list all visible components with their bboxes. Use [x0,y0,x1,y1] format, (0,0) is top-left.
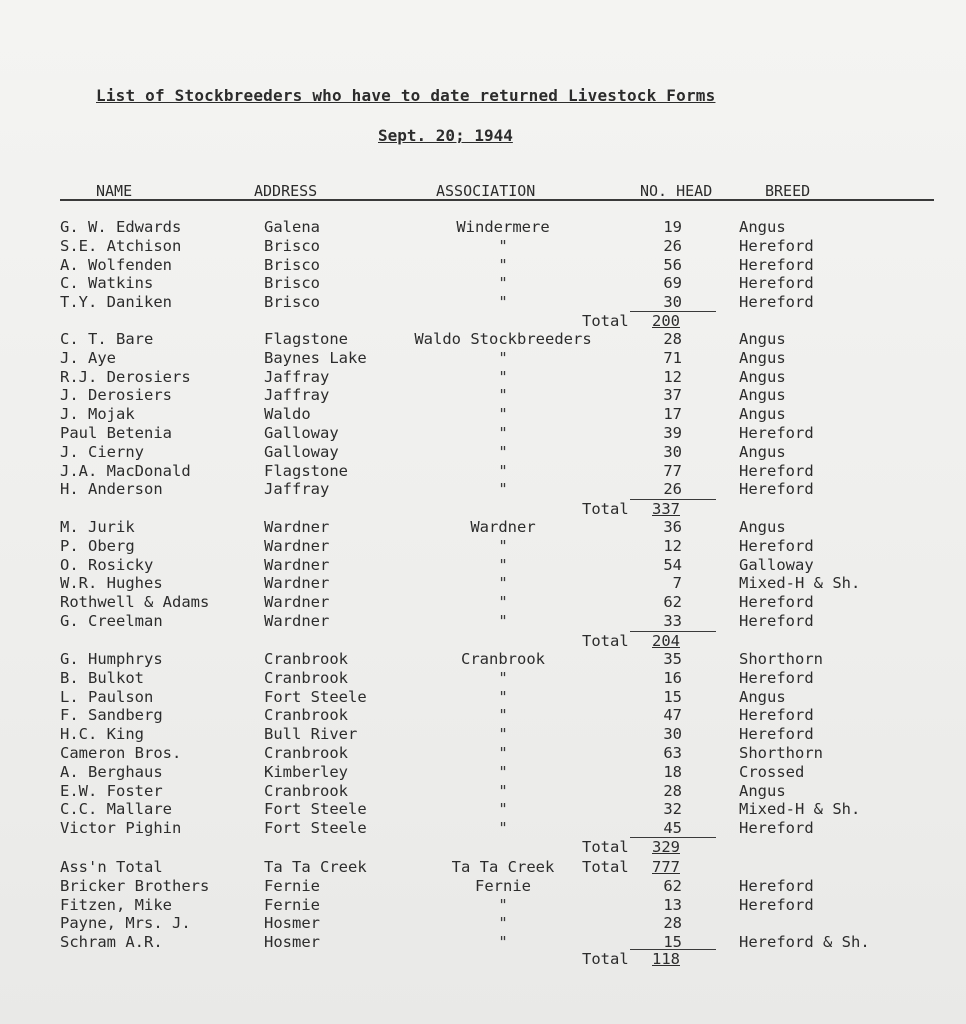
breeder-address: Galloway [264,442,339,461]
breeder-address: Cranbrook [264,668,348,687]
breed: Angus [739,405,786,424]
table-row [0,725,966,744]
table-row [0,218,966,237]
breed: Hereford [739,706,814,725]
breeder-address: Bull River [264,725,358,744]
head-count: 26 [663,480,682,499]
head-count: 17 [663,405,682,424]
head-count: 26 [663,236,682,255]
group-total-value: 337 [652,500,680,518]
head-count: 7 [672,574,682,593]
table-row [0,650,966,669]
breeder-address: Fernie [264,876,320,895]
table-row [0,405,966,424]
document-date: Sept. 20; 1944 [378,126,513,145]
breeder-association: " [498,293,508,312]
breeder-association: Windermere [456,218,550,236]
breed: Hereford [739,293,814,312]
total-label: Total [582,950,629,968]
breeder-address: Brisco [264,293,320,312]
breeder-association: " [498,555,508,574]
table-row [0,368,966,387]
breeder-association: " [498,933,508,952]
breeder-association: " [498,593,508,612]
breeder-name: J. Derosiers [60,386,172,405]
breeder-address: Fort Steele [264,800,367,819]
group-total-value: 200 [652,312,680,330]
total-label: Total [582,312,629,330]
breed: Angus [739,518,786,536]
total-label: Total [582,838,629,856]
table-row [0,237,966,256]
breed: Angus [739,386,786,405]
group-total-row [0,838,966,857]
breeder-address: Flagstone [264,461,348,480]
head-count: 30 [663,725,682,744]
head-count: 71 [663,348,682,367]
breeder-name: W.R. Hughes [60,574,163,593]
breeder-address: Wardner [264,574,330,593]
breeder-association: " [498,405,508,424]
breeder-address: Cranbrook [264,706,348,725]
breeder-association: " [498,461,508,480]
breeder-name: H. Anderson [60,480,163,499]
breeder-address: Wardner [264,518,330,536]
breeder-association: " [498,348,508,367]
association-total-row [0,858,966,877]
header-rule [60,199,934,201]
header-head-count: NO. HEAD [640,182,713,200]
breeder-name: H.C. King [60,725,144,744]
table-row [0,386,966,405]
breeder-association: " [498,668,508,687]
breeder-association: " [498,914,508,933]
table-row [0,800,966,819]
breeder-address: Baynes Lake [264,348,367,367]
group-total-value: 329 [652,838,680,856]
breeder-association: " [498,536,508,555]
breed: Hereford [739,895,814,914]
breed: Angus [739,330,786,348]
breed: Hereford [739,236,814,255]
breed: Shorthorn [739,744,823,762]
breeder-name: A. Wolfenden [60,255,172,274]
breed: Mixed-H & Sh. [739,800,861,819]
table-row [0,480,966,499]
breeder-name: F. Sandberg [60,706,163,725]
breed: Hereford & Sh. [739,933,870,952]
group-total-row [0,950,966,969]
table-row [0,443,966,462]
head-count: 33 [663,612,682,630]
breeder-name: T.Y. Daniken [60,293,172,312]
head-count: 77 [663,461,682,480]
breeder-address: Hosmer [264,914,320,933]
breeder-name: Paul Betenia [60,424,172,442]
table-row [0,819,966,838]
breeder-association: Waldo Stockbreeders [414,330,592,348]
head-count: 35 [663,650,682,668]
breed: Hereford [739,255,814,274]
breeder-address: Jaffray [264,386,330,405]
breed: Hereford [739,480,814,499]
group-total-row [0,500,966,519]
breeder-association: Wardner [470,518,536,536]
breeder-address: Cranbrook [264,650,348,668]
table-row [0,462,966,481]
table-row [0,593,966,612]
table-row [0,556,966,575]
breeder-association: " [498,781,508,800]
head-count: 30 [663,293,682,312]
head-count: 19 [663,218,682,236]
breed: Hereford [739,424,814,442]
table-row [0,256,966,275]
head-count: 30 [663,442,682,461]
document-title: List of Stockbreeders who have to date returned Livestock Forms [96,86,716,105]
head-count: 56 [663,255,682,274]
breeder-name: Rothwell & Adams [60,593,210,612]
breeder-address: Brisco [264,255,320,274]
header-breed: BREED [765,182,811,200]
table-row [0,293,966,312]
head-count: 16 [663,668,682,687]
breeder-address: Ta Ta Creek [264,858,367,876]
breeder-association: Fernie [475,876,531,895]
breed: Hereford [739,668,814,687]
breeder-association: " [498,367,508,386]
breeder-name: M. Jurik [60,518,135,536]
breeder-name: Fitzen, Mike [60,895,172,914]
table-row [0,914,966,933]
breeder-association: " [498,480,508,499]
group-total-value: 118 [652,950,680,968]
breeder-association: " [498,236,508,255]
head-count: 62 [663,593,682,612]
breed: Mixed-H & Sh. [739,574,861,593]
breeder-name: Bricker Brothers [60,876,210,895]
breeder-address: Brisco [264,236,320,255]
head-count: 18 [663,762,682,781]
breeder-address: Fort Steele [264,687,367,706]
breeder-address: Wardner [264,593,330,612]
table-row [0,669,966,688]
breed: Hereford [739,612,814,630]
head-count: 45 [663,819,682,838]
head-count: 54 [663,555,682,574]
table-row [0,574,966,593]
breeder-name: J. Mojak [60,405,135,424]
breed: Angus [739,442,786,461]
breeder-name: G. W. Edwards [60,218,182,236]
breeder-association: " [498,424,508,442]
head-count: 39 [663,424,682,442]
table-row [0,274,966,293]
head-count: 69 [663,274,682,293]
breeder-address: Fort Steele [264,819,367,838]
breed: Shorthorn [739,650,823,668]
breeder-association: " [498,800,508,819]
head-count: 36 [663,518,682,536]
total-label: Total [582,500,629,518]
table-row [0,612,966,631]
breeder-name: Ass'n Total [60,858,163,876]
breeder-association: " [498,612,508,630]
head-count: 47 [663,706,682,725]
total-label: Total [582,858,629,876]
head-count: 12 [663,536,682,555]
head-count: 15 [663,687,682,706]
breeder-name: Victor Pighin [60,819,182,838]
breeder-name: G. Humphrys [60,650,163,668]
breeder-name: O. Rosicky [60,555,154,574]
breeder-name: J. Aye [60,348,116,367]
breed: Angus [739,367,786,386]
head-count: 63 [663,744,682,762]
table-row [0,896,966,915]
head-count: 32 [663,800,682,819]
breeder-association: Ta Ta Creek [451,858,555,876]
breeder-association: " [498,255,508,274]
head-count: 12 [663,367,682,386]
breeder-association: Cranbrook [461,650,545,668]
table-row [0,349,966,368]
breeder-address: Hosmer [264,933,320,952]
breeder-address: Fernie [264,895,320,914]
breeder-address: Jaffray [264,480,330,499]
table-row [0,706,966,725]
breeder-name: Cameron Bros. [60,744,182,762]
table-row [0,537,966,556]
breed: Hereford [739,461,814,480]
breeder-name: C.C. Mallare [60,800,172,819]
breeder-address: Wardner [264,555,330,574]
breeder-name: G. Creelman [60,612,163,630]
header-address: ADDRESS [254,182,318,200]
breeder-address: Brisco [264,274,320,293]
breeder-name: S.E. Atchison [60,236,182,255]
breeder-association: " [498,442,508,461]
breeder-association: " [498,386,508,405]
breeder-association: " [498,819,508,838]
table-row [0,782,966,801]
breeder-name: A. Berghaus [60,762,163,781]
table-row [0,688,966,707]
breeder-name: Payne, Mrs. J. [60,914,191,933]
head-count: 28 [663,781,682,800]
breeder-address: Cranbrook [264,744,348,762]
breeder-association: " [498,706,508,725]
breed: Angus [739,348,786,367]
breeder-association: " [498,574,508,593]
breeder-name: B. Bulkot [60,668,144,687]
breed: Hereford [739,274,814,293]
total-label: Total [582,632,629,650]
breeder-address: Waldo [264,405,311,424]
table-row [0,424,966,443]
breeder-name: E.W. Foster [60,781,163,800]
breeder-name: C. T. Bare [60,330,154,348]
head-count: 15 [663,933,682,952]
breeder-name: J. Cierny [60,442,144,461]
breed: Crossed [739,762,805,781]
breed: Hereford [739,593,814,612]
header-association: ASSOCIATION [436,182,536,200]
header-name: NAME [96,182,133,200]
table-row [0,330,966,349]
group-total-row [0,312,966,331]
breed: Hereford [739,819,814,838]
head-count: 37 [663,386,682,405]
breeder-address: Flagstone [264,330,348,348]
breeder-association: " [498,687,508,706]
head-count: 28 [663,914,682,933]
breeder-name: J.A. MacDonald [60,461,191,480]
breeder-name: C. Watkins [60,274,154,293]
breeder-address: Cranbrook [264,781,348,800]
table-row [0,763,966,782]
inline-total-value: 777 [652,858,680,876]
breeder-name: R.J. Derosiers [60,367,191,386]
breeder-address: Galena [264,218,320,236]
breeder-name: Schram A.R. [60,933,163,952]
breeder-address: Wardner [264,612,330,630]
breeder-association: " [498,274,508,293]
group-total-value: 204 [652,632,680,650]
breed: Angus [739,687,786,706]
table-row [0,518,966,537]
breeder-association: " [498,762,508,781]
head-count: 28 [663,330,682,348]
breeder-address: Wardner [264,536,330,555]
breed: Angus [739,781,786,800]
table-row [0,744,966,763]
breed: Galloway [739,555,814,574]
breed: Hereford [739,725,814,744]
breeder-address: Jaffray [264,367,330,386]
group-total-row [0,632,966,651]
breeder-association: " [498,725,508,744]
breed: Hereford [739,876,814,895]
breeder-name: L. Paulson [60,687,154,706]
breeder-name: P. Oberg [60,536,135,555]
head-count: 62 [663,876,682,895]
head-count: 13 [663,895,682,914]
breeder-address: Galloway [264,424,339,442]
breeder-association: " [498,895,508,914]
table-row [0,877,966,896]
breeder-association: " [498,744,508,762]
breeder-address: Kimberley [264,762,348,781]
breed: Angus [739,218,786,236]
breed: Hereford [739,536,814,555]
